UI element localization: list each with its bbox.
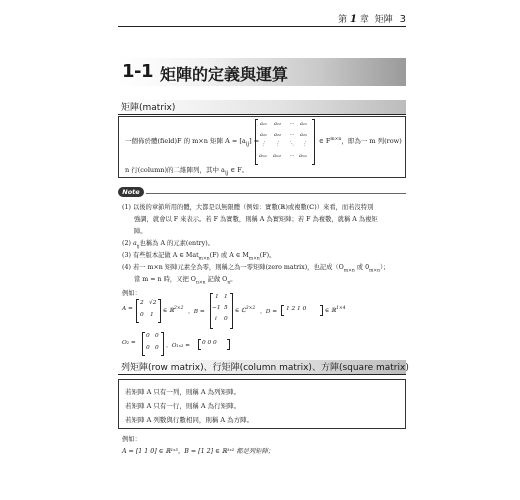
def-tail: ，即為一 m 列(row)	[341, 137, 402, 145]
matrix-cell: ⋮	[302, 141, 307, 147]
header-rule	[118, 26, 406, 27]
matrix-heading: 矩陣(matrix)	[121, 103, 176, 113]
matrix-cell: a₂ₙ	[300, 132, 308, 138]
matrix-cell: aₘ₂	[273, 153, 282, 159]
matrix-b-cell: 1	[224, 294, 228, 300]
def-sub: ij	[245, 141, 250, 148]
definition-line-1	[125, 136, 259, 147]
note-1	[122, 202, 373, 211]
def-line2-tail: ∈ F。	[228, 166, 249, 174]
general-matrix	[255, 120, 315, 164]
bracket-right	[161, 332, 164, 356]
def-line2-sub: ij	[224, 170, 229, 177]
matrix-o2-cell: 0	[146, 333, 150, 339]
matrix-b-cell: 1	[215, 294, 219, 300]
matrix-cell: a₁₁	[260, 121, 267, 127]
bracket-right	[158, 299, 161, 323]
matrix-o13-cells: 0 0 0	[202, 340, 217, 346]
note-rule	[146, 193, 406, 194]
textbook-page	[118, 12, 409, 482]
section-number: 1-1	[122, 61, 154, 82]
matrix-o2-cell: 0	[155, 333, 159, 339]
row-col-definition-box	[118, 379, 406, 429]
note-text: 或 0	[354, 264, 370, 271]
running-head	[338, 12, 406, 25]
row-col-heading-bar	[118, 360, 409, 375]
definition-box	[118, 116, 406, 178]
matrix-o2-cell: 0	[155, 345, 159, 351]
note-text: 也稱為 A 的元素(entry)。	[139, 240, 214, 247]
matrix-cell: a₁₂	[274, 121, 281, 127]
bracket-left	[142, 332, 145, 356]
chapter-prefix: 第	[338, 15, 348, 25]
matrix-b-cell: −1	[212, 305, 221, 311]
note-num: (1)	[122, 204, 131, 211]
def-line2: n 行(column)的二維陣列，其中 a	[125, 166, 225, 174]
section-title: 矩陣的定義與運算	[160, 65, 289, 84]
chapter-number: 1	[350, 14, 357, 25]
example-b-label: ，B =	[188, 309, 205, 315]
note-text: (F) 或 A ∈ M	[209, 252, 249, 259]
definition-line-1-tail	[319, 136, 402, 145]
example-a-label: A =	[122, 306, 133, 312]
row-matrix-def: 若矩陣 A 只有一列，則稱 A 為列矩陣。	[125, 388, 241, 396]
example-a-member: ∈ ℝ$^{2\times 2}$	[163, 306, 184, 314]
example-o13-label: ，O₁ₓ₃ =	[166, 343, 190, 349]
note-1-cont: 強調，就會以 F 來表示。若 F 為實數，則稱 A 為實矩陣；若 F 為複數，就稱 A 為複矩	[134, 216, 378, 223]
example-d-member: ∈ ℝ$^{1\times 4}$	[325, 306, 346, 314]
matrix-b-cell: 5	[224, 305, 228, 311]
matrix-cell: a₁ₙ	[300, 121, 308, 127]
chapter-suffix: 章	[359, 15, 369, 25]
note-text: a	[132, 240, 137, 247]
matrix-heading-bar	[118, 100, 406, 115]
bracket-right	[230, 293, 233, 329]
matrix-cell: a₂₂	[274, 132, 281, 138]
bracket-left	[281, 305, 284, 316]
note-num: (4)	[122, 264, 131, 271]
note-2: (2) $a_{ij}$也稱為 A 的元素(entry)。	[122, 240, 214, 250]
matrix-cell: ⋯	[289, 121, 294, 127]
matrix-b-cell: 0	[224, 316, 228, 322]
bracket-left	[198, 339, 201, 350]
matrix-cell: a₂₁	[260, 132, 267, 138]
example-d-label: ，D =	[260, 309, 278, 315]
def-membership-sup: m×n	[330, 136, 342, 142]
page-number: 3	[399, 14, 406, 25]
note-1-cont: 陣。	[134, 228, 147, 235]
bracket-right	[320, 305, 323, 316]
note-text: (F)。	[259, 252, 276, 259]
note-text: 當 m = n 時，又把 O	[134, 276, 196, 283]
matrix-cell: aₘ₁	[259, 153, 268, 159]
matrix-cell: ⋯	[289, 153, 294, 159]
note-4: (4) 若一 m×n 矩陣元素全為零，則稱之為一零矩陣(zero matrix)，也記成（$O_{m\times n}$ 或 $0_{m\times n}$）；	[122, 264, 390, 274]
matrix-a-cell: 2	[140, 300, 144, 306]
note-text: 若一 m×n 矩陣元素全為零，則稱之為一零矩陣(zero matrix)，也記成（O	[132, 264, 344, 271]
note-text: 以後的章節所用的體，大都是以無限體（例如：實數(ℝ)或複數(ℂ)）來看，而若沒特別	[132, 204, 374, 211]
note-3: (3) 有些版本記做 A ∈ Mat$_{m\times n}$(F) 或 A ∈ $M_{m\times n}(F)$。	[122, 252, 276, 262]
def-suffix: ] =	[249, 137, 260, 145]
row-col-heading: 列矩陣(row matrix)、行矩陣(column matrix)、方陣(square matrix)	[121, 363, 409, 373]
bracket-left	[210, 293, 213, 329]
bracket-right	[227, 339, 230, 350]
matrix-a-cell: √2	[149, 300, 157, 306]
note-text: 有些版本記做 A ∈ Mat	[132, 252, 199, 259]
example-label: 例如：	[122, 290, 141, 297]
note-text: 。	[230, 276, 237, 283]
matrix-b-cell: i	[215, 316, 217, 322]
note-badge: Note	[118, 187, 144, 197]
def-prefix: 一個佈於體(field)F 的 m×n 矩陣 A = [a	[125, 137, 246, 145]
matrix-cell: aₘₙ	[299, 153, 308, 159]
section-banner	[118, 58, 406, 86]
matrix-d-cells: 1 2 1 0	[286, 306, 307, 312]
example-2-label: 例如：	[122, 436, 141, 443]
matrix-a-cell: 1	[150, 312, 154, 318]
def-membership: ∈ F	[319, 137, 331, 145]
bracket-left	[136, 299, 139, 323]
note-num: (2)	[122, 240, 131, 247]
definition-line-2	[125, 165, 248, 176]
note-4-cont: 當 m = n 時，又把 $O_{n\times n}$ 記做 $O_n$。	[134, 276, 237, 286]
note-text: ）；	[380, 264, 390, 271]
matrix-o2-cell: 0	[146, 345, 150, 351]
matrix-a-cell: 0	[140, 312, 144, 318]
matrix-cell: ⋮	[275, 141, 280, 147]
chapter-title: 矩陣	[374, 15, 393, 25]
example-o2-label: O₂ =	[122, 340, 136, 346]
matrix-cell: ⋯	[289, 132, 294, 138]
matrix-cell: ⋱	[289, 141, 294, 147]
column-matrix-def: 若矩陣 A 只有一行，則稱 A 為行矩陣。	[125, 402, 241, 410]
square-matrix-def: 若矩陣 A 列數與行數相同，則稱 A 為方陣。	[125, 416, 254, 424]
example-b-member: ∈ ℂ$^{3\times 2}$	[235, 306, 256, 314]
example-2-text: A = [1 1 0] ∈ ℝ¹ˣ³，B = [1 2] ∈ ℝ¹ˣ² 都是列矩陣；	[122, 448, 275, 455]
matrix-cell: ⋮	[261, 141, 266, 147]
note-num: (3)	[122, 252, 131, 259]
note-text: 記做 O	[205, 276, 228, 283]
